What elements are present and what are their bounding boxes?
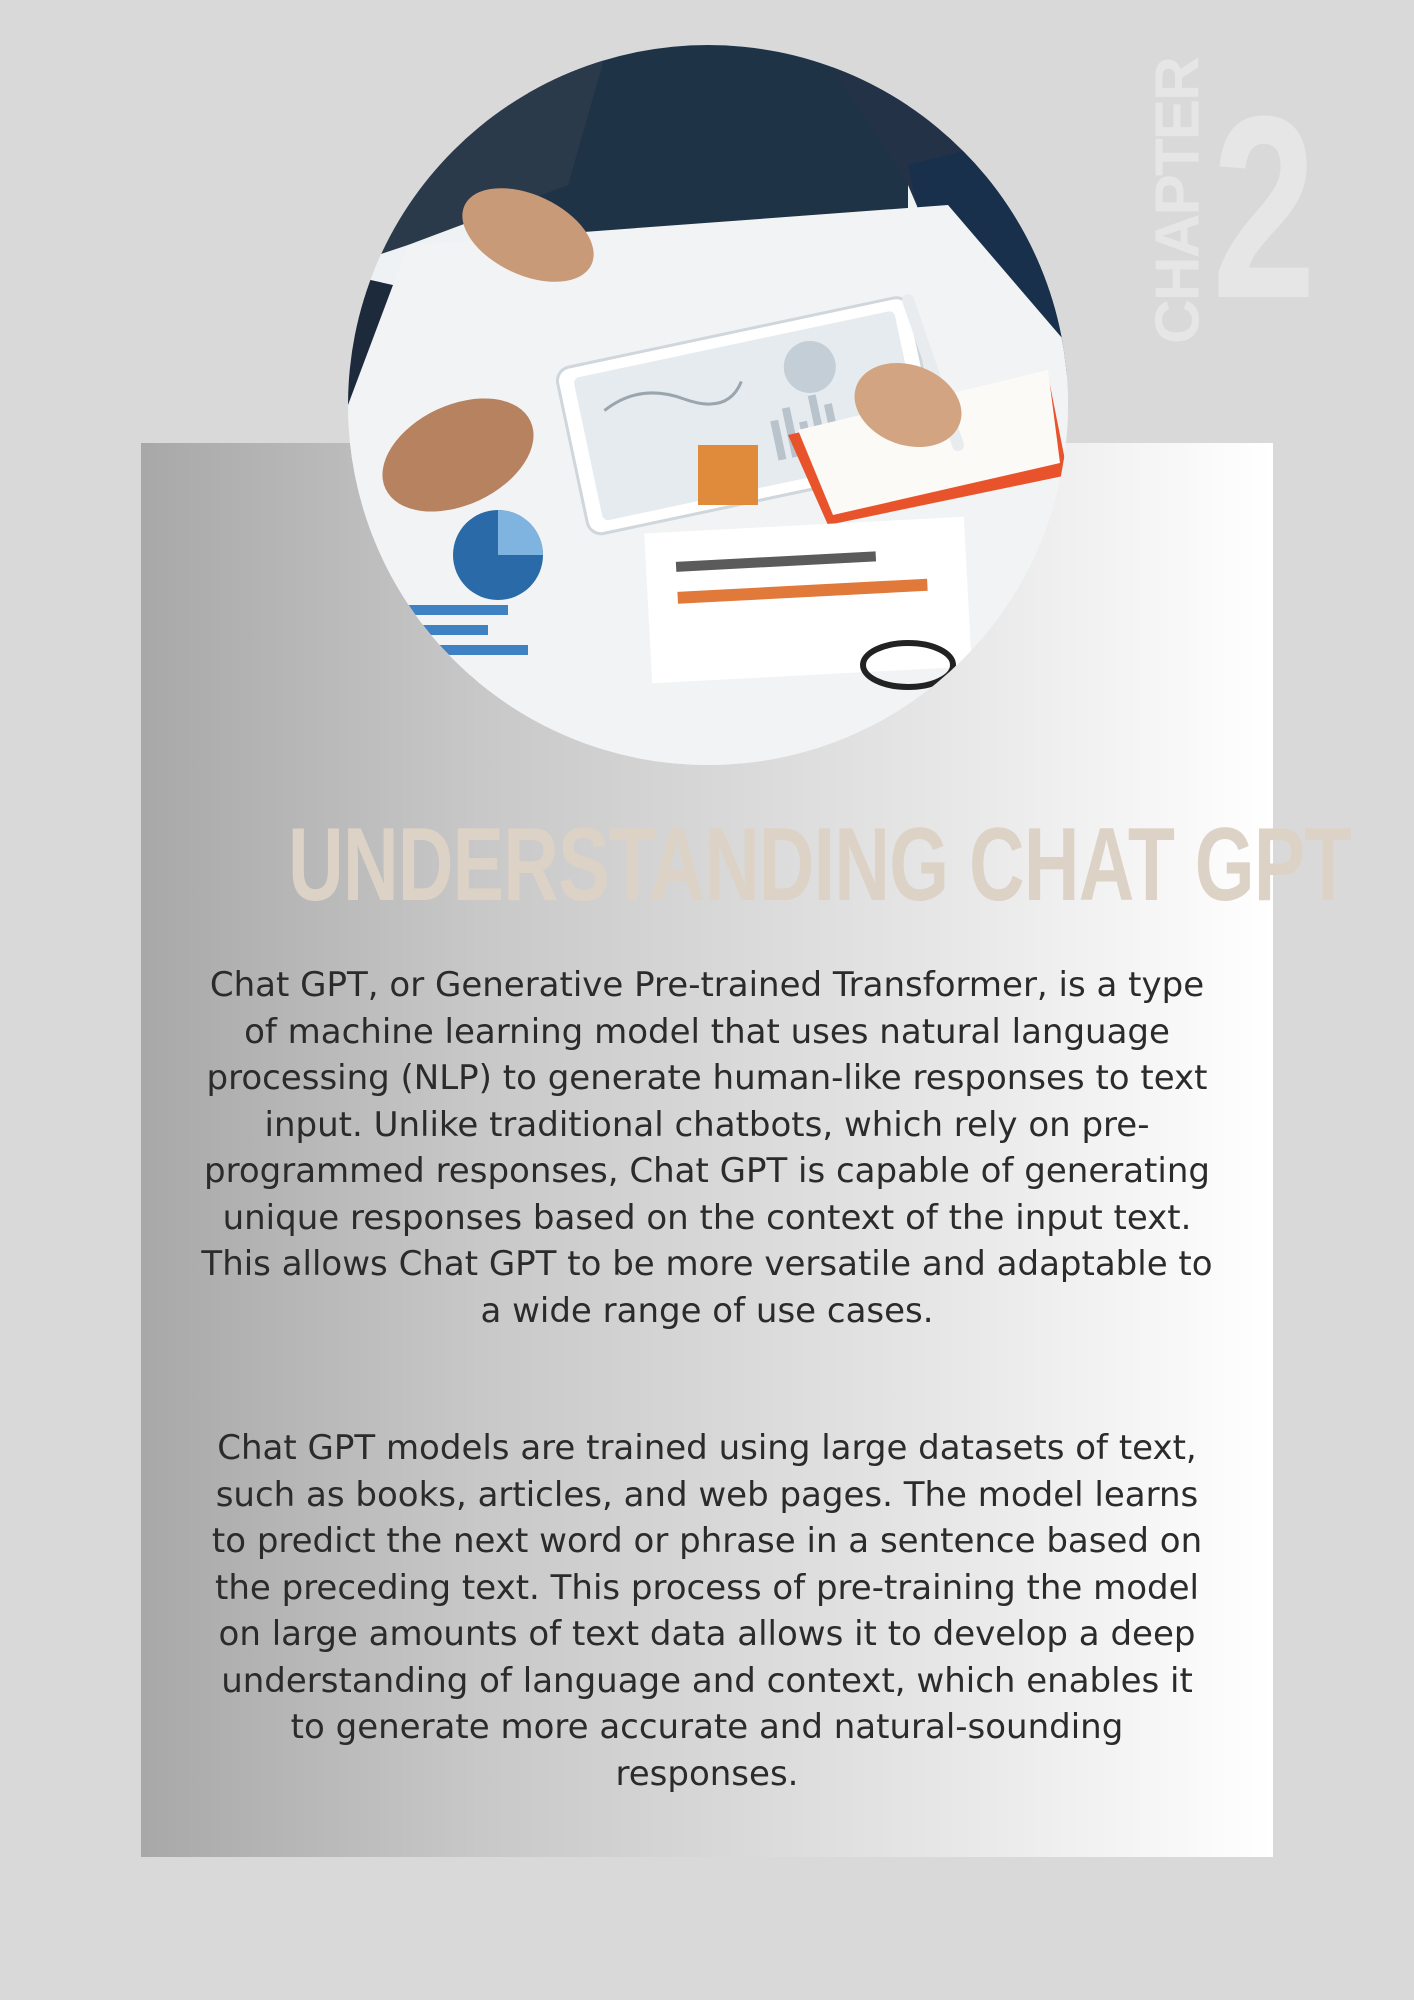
photo-icon [348, 45, 1068, 765]
chapter-marker [1143, 58, 1328, 353]
training-paragraph: Chat GPT models are trained using large datasets of text, such as books, articles, and web pages. The model learns to predict the next word or phrase in a sentence based on the preceding text. This process of pre-training the model on large amounts of text data allows it to develop a deep understanding of language and context, which enables it to generate more accurate and natural-sounding responses. [211, 1428, 1203, 1794]
intro-paragraph: Chat GPT, or Generative Pre-trained Transformer, is a type of machine learning model that uses natural language processing (NLP) to generate human-like responses to text input. Unlike traditional chatbots, which rely on pre-programmed responses, Chat GPT is capable of generating unique responses based on the context of the input text. This allows Chat GPT to be more versatile and adaptable to a wide range of use cases. [201, 965, 1213, 1331]
chapter-number: 2 [1212, 63, 1311, 353]
chapter-label: CHAPTER [1143, 58, 1213, 344]
page-title: UNDERSTANDING CHAT GPT [288, 807, 1351, 923]
meeting-photo [348, 45, 1068, 765]
